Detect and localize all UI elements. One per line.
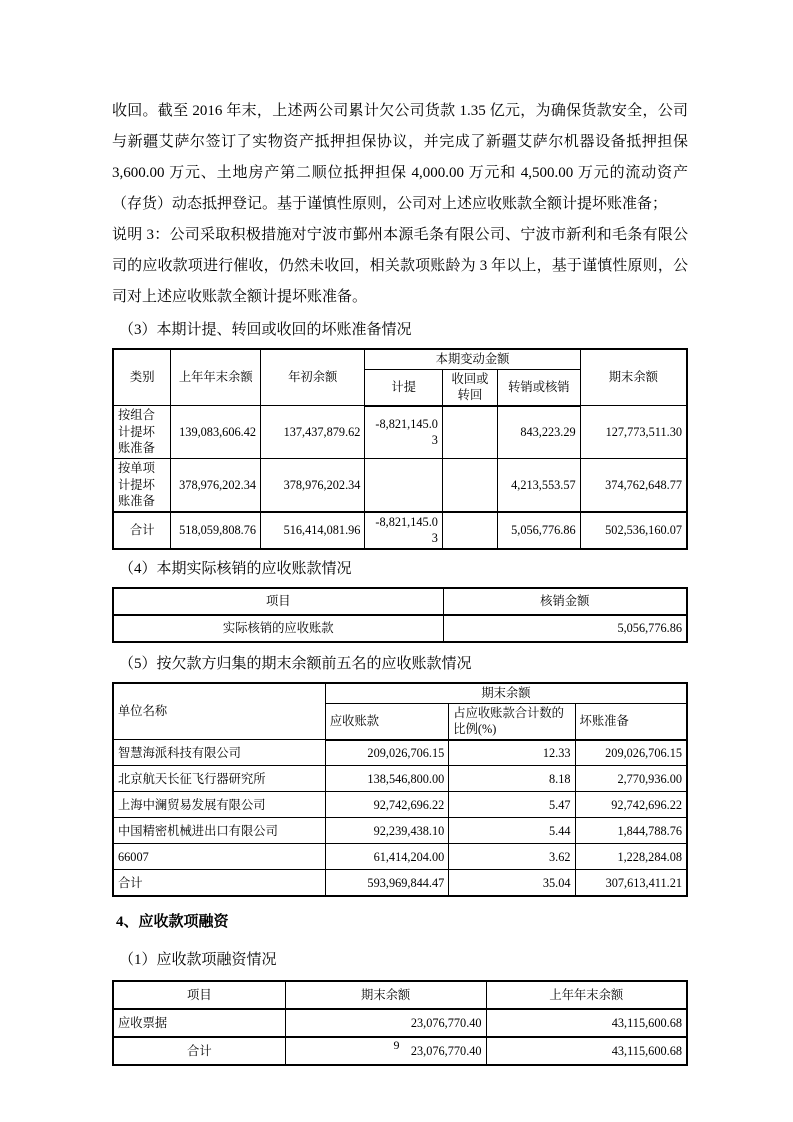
table-row — [113, 459, 687, 512]
header-item: 项目 — [113, 981, 285, 1009]
cell-unit-name: 中国精密机械进出口有限公司 — [113, 818, 325, 844]
header-period-end-group: 期末余额 — [325, 683, 687, 703]
cell-ratio: 3.62 — [449, 844, 575, 870]
table-header-row — [113, 981, 687, 1009]
table-row — [113, 1009, 687, 1037]
chapter-4-heading: 4、应收款项融资 — [116, 914, 229, 931]
cell-writeoff: 4,213,553.57 — [498, 459, 581, 512]
cell-unit-name: 智慧海派科技有限公司 — [113, 740, 325, 766]
cell-writeoff-amount: 5,056,776.86 — [443, 615, 687, 642]
table-row — [113, 740, 687, 766]
writeoff-table — [112, 587, 688, 643]
cell-ratio: 5.44 — [449, 818, 575, 844]
header-category: 类别 — [113, 349, 171, 406]
cell-period-end: 127,773,511.30 — [580, 406, 687, 459]
table-header-row — [113, 683, 687, 703]
section-3-heading: （3）本期计提、转回或收回的坏账准备情况 — [119, 322, 412, 338]
cell-bad-debt: 209,026,706.15 — [575, 740, 687, 766]
table-header-row — [113, 349, 687, 369]
cell-category: 按单项计提坏账准备 — [113, 459, 171, 512]
cell-item: 合计 — [113, 1037, 285, 1065]
table-row — [113, 818, 687, 844]
bad-debt-provision-table — [112, 348, 688, 550]
table-row — [113, 406, 687, 459]
cell-bad-debt: 2,770,936.00 — [575, 766, 687, 792]
table-total-row — [113, 870, 687, 897]
cell-year-begin: 516,414,081.96 — [261, 512, 365, 549]
header-bad-debt: 坏账准备 — [575, 703, 687, 740]
header-accrual: 计提 — [365, 369, 442, 406]
header-receivable: 应收账款 — [325, 703, 448, 740]
header-period-end: 期末余额 — [580, 349, 687, 406]
table-row — [113, 792, 687, 818]
cell-receivable: 92,742,696.22 — [325, 792, 448, 818]
header-writeoff-amount: 核销金额 — [443, 588, 687, 615]
page-content — [112, 0, 688, 1070]
cell-bad-debt: 1,228,284.08 — [575, 844, 687, 870]
cell-accrual: -8,821,145.03 — [365, 512, 442, 549]
header-writeoff: 转销或核销 — [498, 369, 581, 406]
cell-prev-year-end: 43,115,600.68 — [486, 1037, 687, 1065]
cell-bad-debt: 92,742,696.22 — [575, 792, 687, 818]
cell-period-end: 374,762,648.77 — [580, 459, 687, 512]
cell-category: 按组合计提坏账准备 — [113, 406, 171, 459]
cell-ratio: 35.04 — [449, 870, 575, 897]
cell-recover — [442, 406, 497, 459]
top-five-receivables-table — [112, 682, 688, 897]
cell-category: 合计 — [113, 512, 171, 549]
cell-year-begin: 378,976,202.34 — [261, 459, 365, 512]
section-4-1-heading: （1）应收款项融资情况 — [119, 952, 277, 969]
cell-item: 应收票据 — [113, 1009, 285, 1037]
header-prev-year-end: 上年年末余额 — [486, 981, 687, 1009]
cell-bad-debt: 1,844,788.76 — [575, 818, 687, 844]
cell-ratio: 12.33 — [449, 740, 575, 766]
cell-ratio: 8.18 — [449, 766, 575, 792]
table-header-row — [113, 588, 687, 615]
cell-item: 实际核销的应收账款 — [113, 615, 443, 642]
header-ratio: 占应收账款合计数的比例(%) — [449, 703, 575, 740]
cell-accrual — [365, 459, 442, 512]
cell-writeoff: 5,056,776.86 — [498, 512, 581, 549]
cell-period-end: 502,536,160.07 — [580, 512, 687, 549]
receivables-financing-table — [112, 980, 688, 1066]
cell-period-end: 23,076,770.40 — [285, 1009, 486, 1037]
header-recover: 收回或转回 — [442, 369, 497, 406]
section-4-heading: （4）本期实际核销的应收账款情况 — [119, 561, 352, 578]
header-item: 项目 — [113, 588, 443, 615]
table-row — [113, 766, 687, 792]
cell-unit-name: 北京航天长征飞行器研究所 — [113, 766, 325, 792]
cell-prev-year-end: 518,059,808.76 — [171, 512, 261, 549]
cell-receivable: 593,969,844.47 — [325, 870, 448, 897]
cell-accrual: -8,821,145.03 — [365, 406, 442, 459]
cell-prev-year-end: 43,115,600.68 — [486, 1009, 687, 1037]
cell-recover — [442, 512, 497, 549]
cell-prev-year-end: 378,976,202.34 — [171, 459, 261, 512]
cell-receivable: 92,239,438.10 — [325, 818, 448, 844]
body-paragraph-1: 收回。截至 2016 年末，上述两公司累计欠公司货款 1.35 亿元，为确保货款安全，公司与新疆艾萨尔签订了实物资产抵押担保协议，并完成了新疆艾萨尔机器设备抵押担保 3,600.00 万元、土地房产第二顺位抵押担保 4,000.00 万元和 4,500.00 万元的流动资产（存货）动态抵押登记。基于谨慎性原则，公司对上述应收账款全额计提坏账准备； — [112, 103, 688, 212]
cell-unit-name: 66007 — [113, 844, 325, 870]
cell-ratio: 5.47 — [449, 792, 575, 818]
cell-bad-debt: 307,613,411.21 — [575, 870, 687, 897]
section-5-heading: （5）按欠款方归集的期末余额前五名的应收账款情况 — [119, 656, 472, 673]
cell-year-begin: 137,437,879.62 — [261, 406, 365, 459]
body-paragraph-2: 说明 3：公司采取积极措施对宁波市鄞州本源毛条有限公司、宁波市新利和毛条有限公司的应收款项进行催收，仍然未收回，相关款项账龄为 3 年以上，基于谨慎性原则，公司对上述应收账款全额计提坏账准备。 — [112, 227, 688, 305]
table-row — [113, 844, 687, 870]
header-current-change-group: 本期变动金额 — [365, 349, 580, 369]
header-unit-name: 单位名称 — [113, 683, 325, 740]
cell-recover — [442, 459, 497, 512]
cell-unit-name: 上海中澜贸易发展有限公司 — [113, 792, 325, 818]
header-period-end: 期末余额 — [285, 981, 486, 1009]
cell-receivable: 138,546,800.00 — [325, 766, 448, 792]
cell-writeoff: 843,223.29 — [498, 406, 581, 459]
page-number: 9 — [393, 1038, 400, 1052]
cell-receivable: 61,414,204.00 — [325, 844, 448, 870]
table-row — [113, 615, 687, 642]
table-total-row — [113, 512, 687, 549]
header-year-begin: 年初余额 — [261, 349, 365, 406]
cell-receivable: 209,026,706.15 — [325, 740, 448, 766]
cell-unit-name: 合计 — [113, 870, 325, 897]
cell-period-end: 23,076,770.40 — [285, 1037, 486, 1065]
header-prev-year-end: 上年年末余额 — [171, 349, 261, 406]
cell-prev-year-end: 139,083,606.42 — [171, 406, 261, 459]
